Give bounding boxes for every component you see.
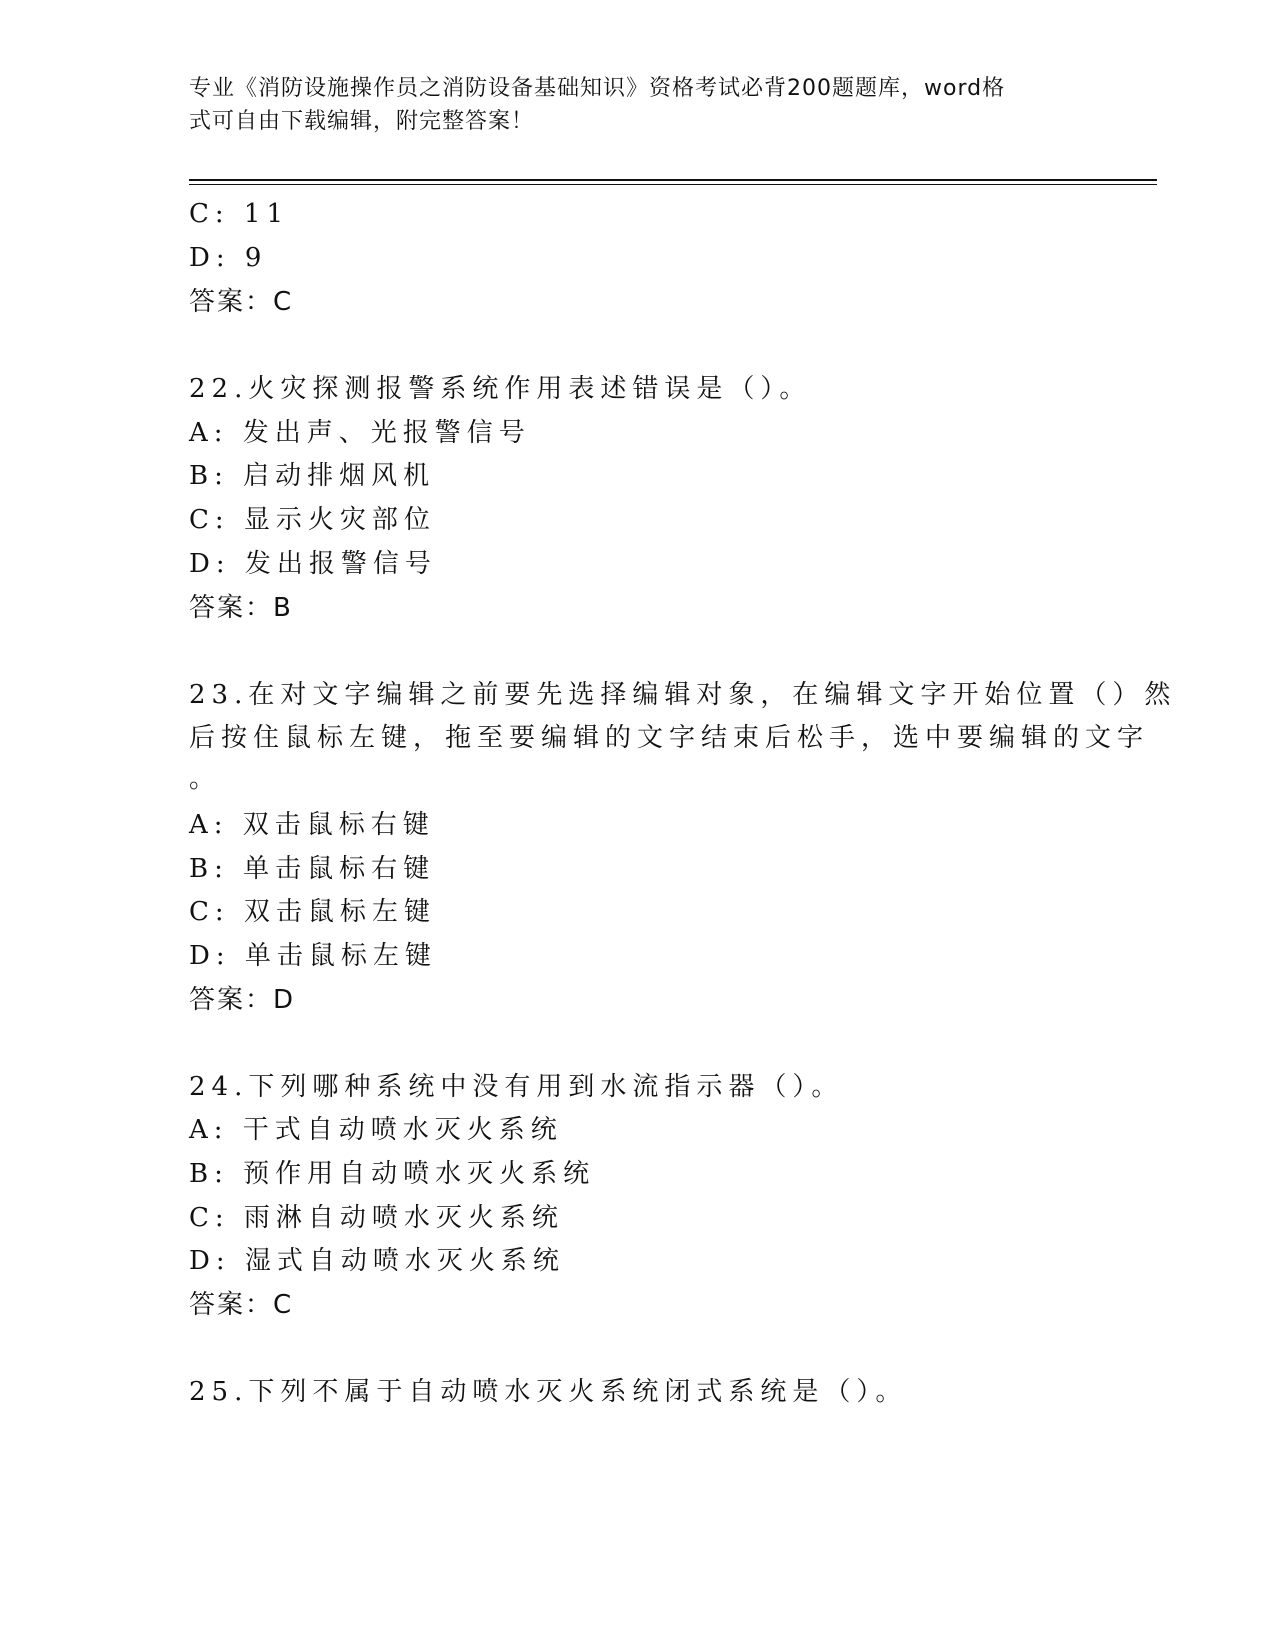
q21-option-d: D: 9 (189, 243, 268, 273)
q23-question-line-1: 23.在对文字编辑之前要先选择编辑对象，在编辑文字开始位置（）然 (189, 680, 1177, 710)
q22-option-a: A: 发出声、光报警信号 (189, 418, 531, 448)
q21-option-c: C: 11 (189, 199, 290, 229)
q24-option-c: C: 雨淋自动喷水灭火系统 (189, 1203, 564, 1233)
q23-option-b: B: 单击鼠标右键 (189, 854, 436, 884)
document-header (189, 72, 1089, 138)
q22-answer: 答案：B (189, 593, 293, 623)
header-title-line-2: 式可自由下载编辑，附完整答案！ (189, 109, 535, 134)
header-divider-thin (189, 184, 1157, 185)
q23-option-d: D: 单击鼠标左键 (189, 941, 437, 971)
q24-question: 24.下列哪种系统中没有用到水流指示器（）。 (189, 1072, 844, 1102)
q24-option-b: B: 预作用自动喷水灭火系统 (189, 1159, 596, 1189)
q23-answer: 答案：D (189, 985, 296, 1015)
header-divider-thick (189, 179, 1157, 181)
header-title-line-1: 专业《消防设施操作员之消防设备基础知识》资格考试必背200题题库，word格 (189, 76, 1006, 101)
q24-option-d: D: 湿式自动喷水灭火系统 (189, 1246, 565, 1276)
q23-question-line-3: 。 (189, 764, 222, 794)
q23-question-line-2: 后按住鼠标左键，拖至要编辑的文字结束后松手，选中要编辑的文字 (189, 723, 1150, 753)
q24-answer: 答案：C (189, 1290, 294, 1320)
q22-option-c: C: 显示火灾部位 (189, 505, 436, 535)
q22-option-b: B: 启动排烟风机 (189, 461, 436, 491)
q21-answer: 答案：C (189, 287, 294, 317)
q22-question: 22.火灾探测报警系统作用表述错误是（）。 (189, 374, 812, 404)
q24-option-a: A: 干式自动喷水灭火系统 (189, 1115, 563, 1145)
q23-option-c: C: 双击鼠标左键 (189, 897, 436, 927)
q22-option-d: D: 发出报警信号 (189, 549, 437, 579)
q25-question: 25.下列不属于自动喷水灭火系统闭式系统是（）。 (189, 1377, 908, 1407)
q23-option-a: A: 双击鼠标右键 (189, 810, 435, 840)
